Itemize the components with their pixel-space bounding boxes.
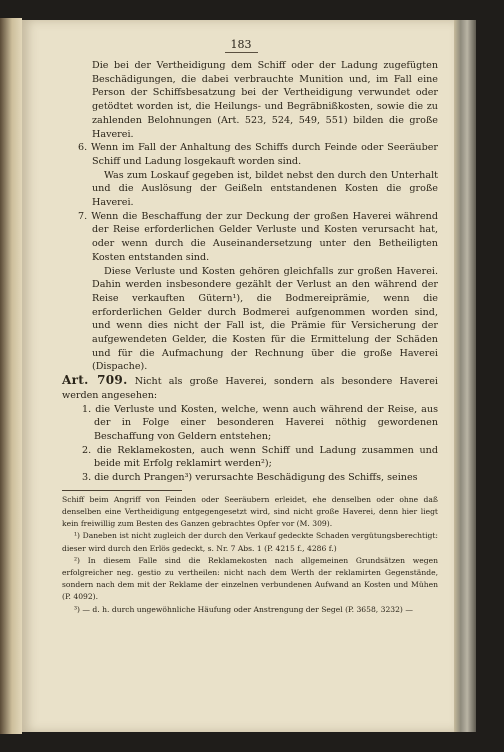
footnote: ³) — d. h. durch ungewöhnliche Häufung oder Anstrengung der Segel (P. 3658, 3232) —: [74, 604, 413, 614]
main-text: [62, 59, 438, 485]
footnotes: [62, 494, 438, 616]
footnote: ¹) Daneben ist nicht zugleich der durch den Verkauf gedeckte Schaden vergütungsberechtigt: dieser wird durch den Erlös gedeckt, s. Nr. 7 Abs. 1 (P. 4215 f., 4286 f.): [62, 531, 438, 553]
book-page: [22, 20, 454, 732]
article-label: Art. 709.: [62, 373, 128, 388]
paragraph: Diese Verluste und Kosten gehören gleichfalls zur großen Haverei. Dahin werden insbesondere gezählt der Verlust an den während der Reise verkauften Gütern¹), die Bodmereiprämie, wenn die erforderlichen Gelder durch Bodmerei aufgenommen worden sind, und wenn dies nicht der Fall ist, die Prämie für Versicherung der aufgewendeten Gelder, die Kosten für die Ermittelung der Schäden und für die Aufmachung der Rechnung über die große Haverei (Dispache).: [92, 265, 438, 373]
footnote: Schiff beim Angriff von Feinden oder Seeräubern erleidet, ehe denselben oder ohne daß denselben eine Vertheidigung entgegengesetzt wird, sind nicht große Haverei, denn hier liegt kein freiwillig zum Besten des Ganzen gebrachtes Opfer vor (M. 309).: [62, 494, 438, 529]
list-item: 3. die durch Prangen³) verursachte Beschädigung des Schiffs, seines: [82, 472, 418, 484]
footnote: ²) In diesem Falle sind die Reklamekosten nach allgemeinen Grundsätzen wegen erfolgreicher neg. gestio zu vertheilen: nicht nach dem Werth der reklamirten Gegenstände, sondern nach dem mit der Reklame der einzelnen verbundenen Aufwand an Kosten und Mühen (P. 4092).: [62, 555, 438, 602]
page-number-text: 183: [225, 38, 258, 53]
page-number: [62, 38, 438, 53]
paragraph: Was zum Loskauf gegeben ist, bildet nebst den durch den Unterhalt und die Auslösung der Geißeln entstandenen Kosten die große Haverei.: [92, 169, 438, 209]
paragraph: Die bei der Vertheidigung dem Schiff oder der Ladung zugefügten Beschädigungen, die dabei verbrauchte Munition und, im Fall eine Person der Schiffsbesatzung bei der Vertheidigung verwundet oder getödtet worden ist, die Heilungs- und Begräbnißkosten, sowie die zu zahlenden Belohnungen (Art. 523, 524, 549, 551) bilden die große Haverei.: [92, 60, 438, 140]
page-content: [62, 38, 438, 616]
list-item: 1. die Verluste und Kosten, welche, wenn auch während der Reise, aus der in Folge einer besonderen Haverei nöthig gewordenen Beschaffung von Geldern entstehen;: [82, 403, 438, 442]
article-paragraph: [62, 374, 438, 402]
numbered-paragraph: 7. Wenn die Beschaffung der zur Deckung der großen Haverei während der Reise erforderlichen Gelder Verluste und Kosten verursacht hat, oder wenn durch die Auseinandersetzung unter den Betheiligten Kosten entstanden sind.: [78, 210, 438, 263]
article-text: Nicht als große Haverei, sondern als besondere Haverei werden angesehen:: [62, 376, 438, 401]
numbered-paragraph: 6. Wenn im Fall der Anhaltung des Schiffs durch Feinde oder Seeräuber Schiff und Ladung losgekauft worden sind.: [78, 142, 438, 167]
footnote-rule: [62, 490, 182, 491]
book-spine: [454, 20, 476, 732]
left-page-edge: [0, 18, 22, 734]
list-item: 2. die Reklamekosten, auch wenn Schiff und Ladung zusammen und beide mit Erfolg reklamirt werden²);: [82, 444, 438, 470]
